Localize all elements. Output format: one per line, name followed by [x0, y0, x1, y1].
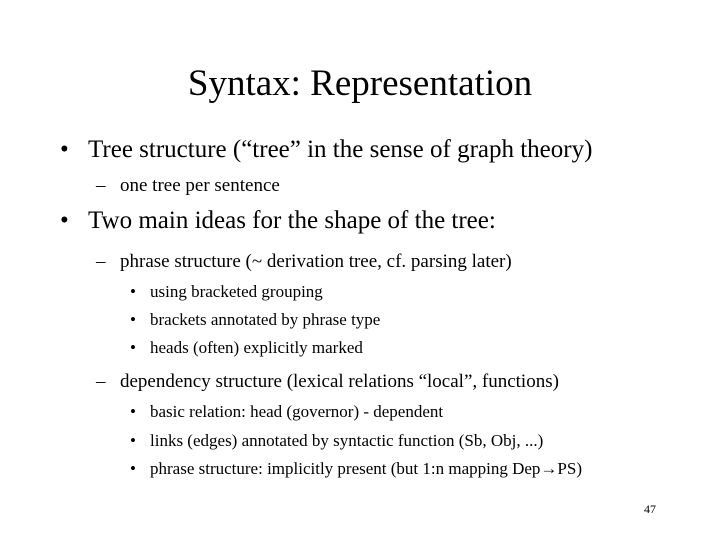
bullet-marker: • — [130, 431, 136, 450]
subsubitem-text: links (edges) annotated by syntactic function (Sb, Obj, ...) — [150, 431, 544, 450]
subitem-text: dependency structure (lexical relations “local”, functions) — [120, 371, 559, 392]
subsubitem-phrase-structure-implicit — [130, 459, 700, 479]
subsubitem-text: using bracketed grouping — [150, 282, 323, 301]
bullet-marker: • — [130, 282, 136, 301]
subsubitem-heads-marked — [130, 338, 630, 358]
subsubitem-text: phrase structure: implicitly present (but 1:n mapping Dep→PS) — [150, 459, 583, 478]
bullet-marker: • — [130, 310, 136, 329]
dash-marker: – — [96, 251, 106, 272]
dash-marker: – — [96, 175, 106, 196]
bullet-text: Tree structure (“tree” in the sense of graph theory) — [88, 136, 593, 163]
bullet-marker: • — [60, 136, 69, 163]
slide-title: Syntax: Representation — [187, 63, 533, 104]
subsubitem-brackets-annotated — [130, 310, 630, 330]
subsubitem-text: basic relation: head (governor) - dependent — [150, 402, 444, 421]
subitem-text: one tree per sentence — [120, 175, 280, 196]
subsubitem-links-annotated — [130, 431, 690, 451]
bullet-text: Two main ideas for the shape of the tree: — [88, 207, 496, 234]
bullet-item-two-main-ideas — [60, 206, 680, 236]
subsubitem-bracketed-grouping — [130, 282, 630, 302]
subitem-dependency-structure — [96, 370, 706, 394]
subsubitem-basic-relation — [130, 402, 670, 422]
subsubitem-text: heads (often) explicitly marked — [150, 338, 363, 357]
bullet-marker: • — [130, 459, 136, 478]
subitem-one-tree — [96, 174, 596, 198]
bullet-marker: • — [130, 338, 136, 357]
subsubitem-text: brackets annotated by phrase type — [150, 310, 381, 329]
bullet-marker: • — [130, 402, 136, 421]
page-number: 47 — [644, 502, 656, 516]
bullet-item-tree-structure — [60, 135, 680, 165]
bullet-marker: • — [60, 207, 69, 234]
dash-marker: – — [96, 371, 106, 392]
subitem-text: phrase structure (~ derivation tree, cf. parsing later) — [120, 251, 512, 272]
subitem-phrase-structure — [96, 250, 696, 274]
